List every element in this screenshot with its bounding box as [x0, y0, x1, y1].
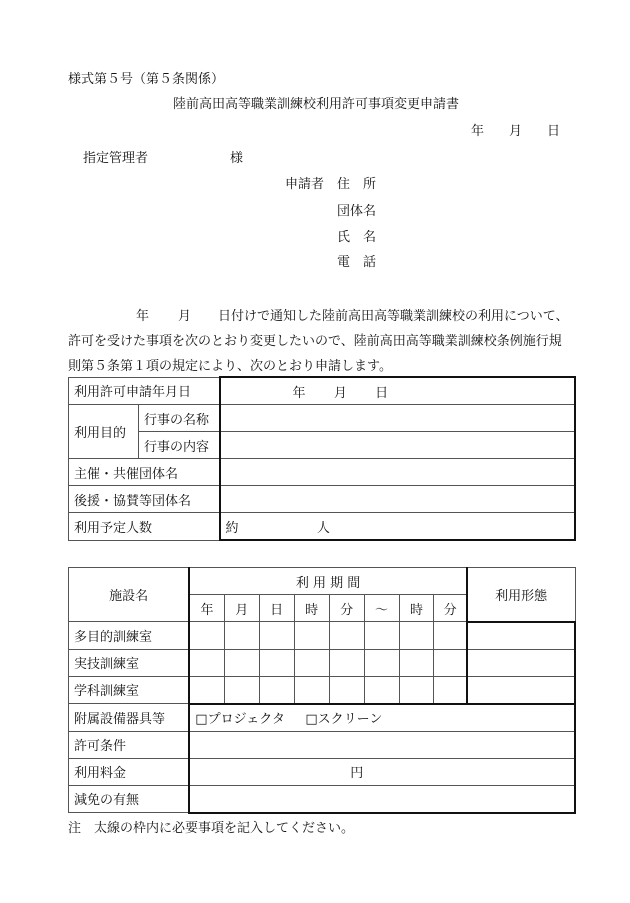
- form-number: 様式第５号（第５条関係）: [68, 72, 225, 87]
- period-cell[interactable]: [189, 649, 224, 676]
- permit-date-field[interactable]: [220, 377, 575, 405]
- event-content-label: 行事の内容: [139, 432, 220, 459]
- event-name-field[interactable]: [220, 405, 575, 432]
- period-cell[interactable]: [189, 622, 224, 650]
- period-col-tilde: ～: [364, 595, 399, 622]
- fee-field[interactable]: [189, 758, 575, 785]
- attendance-label: 利用予定人数: [69, 513, 220, 541]
- fee-label: 利用料金: [69, 758, 190, 785]
- screen-checkbox[interactable]: □スクリーン: [305, 712, 383, 727]
- period-cell[interactable]: [294, 676, 329, 704]
- equipment-label: 附属設備器具等: [69, 704, 190, 732]
- applicant-label: 申請者: [285, 177, 325, 192]
- period-col-minute: 分: [329, 595, 364, 622]
- addressee-label: 指定管理者: [83, 151, 149, 166]
- facility-table: [68, 567, 576, 814]
- period-cell[interactable]: [259, 622, 294, 650]
- period-cell[interactable]: [224, 676, 259, 704]
- period-cell[interactable]: [399, 649, 434, 676]
- facility-name: 実技訓練室: [69, 649, 190, 676]
- organizer-label: 主催・共催団体名: [69, 459, 220, 486]
- period-col-month: 月: [224, 595, 259, 622]
- body-year: 年: [136, 309, 150, 324]
- equipment-field: [189, 704, 575, 732]
- sponsor-label: 後援・協賛等団体名: [69, 486, 220, 513]
- organizer-field[interactable]: [220, 459, 575, 486]
- period-cell[interactable]: [399, 676, 434, 704]
- period-cell[interactable]: [189, 676, 224, 704]
- period-cell[interactable]: [364, 676, 399, 704]
- facility-row: [69, 676, 576, 704]
- attendance-field[interactable]: [220, 513, 575, 541]
- attendance-unit: 人: [316, 520, 330, 536]
- exemption-field[interactable]: [189, 785, 575, 813]
- period-cell[interactable]: [329, 622, 364, 650]
- period-cell[interactable]: [434, 649, 467, 676]
- usage-header: 利用形態: [467, 568, 575, 622]
- projector-checkbox[interactable]: □プロジェクタ: [195, 712, 286, 727]
- usage-cell[interactable]: [467, 676, 575, 704]
- page-title: 陸前高田高等職業訓練校利用許可事項変更申請書: [173, 97, 460, 112]
- usage-cell[interactable]: [467, 649, 575, 676]
- period-cell[interactable]: [329, 676, 364, 704]
- period-cell[interactable]: [224, 649, 259, 676]
- period-cell[interactable]: [294, 649, 329, 676]
- event-content-field[interactable]: [220, 432, 575, 459]
- period-cell[interactable]: [434, 622, 467, 650]
- usage-cell[interactable]: [467, 622, 575, 650]
- conditions-label: 許可条件: [69, 731, 190, 758]
- permit-table: [68, 376, 576, 541]
- body-month: 月: [178, 309, 192, 324]
- purpose-label: 利用目的: [69, 405, 139, 459]
- addressee-suffix: 様: [230, 151, 244, 166]
- date-month: 月: [509, 124, 523, 139]
- note-text: 注 太線の枠内に必要事項を記入してください。: [68, 821, 355, 836]
- conditions-field[interactable]: [189, 731, 575, 758]
- period-cell[interactable]: [434, 676, 467, 704]
- event-name-label: 行事の名称: [139, 405, 220, 432]
- sponsor-field[interactable]: [220, 486, 575, 513]
- period-cell[interactable]: [259, 676, 294, 704]
- applicant-name: 氏 名: [337, 230, 377, 245]
- period-cell[interactable]: [329, 649, 364, 676]
- period-col-hour: 時: [294, 595, 329, 622]
- period-cell[interactable]: [294, 622, 329, 650]
- applicant-address: 住 所: [337, 177, 377, 192]
- permit-date-year: 年: [292, 385, 306, 401]
- period-cell[interactable]: [364, 622, 399, 650]
- period-col-end-minute: 分: [434, 595, 467, 622]
- period-col-year: 年: [189, 595, 224, 622]
- date-year: 年: [471, 124, 485, 139]
- applicant-group: 団体名: [337, 204, 377, 219]
- period-cell[interactable]: [224, 622, 259, 650]
- fee-unit: 円: [350, 766, 364, 781]
- period-cell[interactable]: [399, 622, 434, 650]
- attendance-prefix: 約: [225, 520, 239, 536]
- permit-date-label: 利用許可申請年月日: [69, 377, 220, 405]
- body-line3: 則第５条第１項の規定により、次のとおり申請します。: [68, 359, 392, 374]
- period-cell[interactable]: [364, 649, 399, 676]
- facility-row: [69, 622, 576, 650]
- period-col-end-hour: 時: [399, 595, 434, 622]
- facility-row: [69, 649, 576, 676]
- permit-date-month: 月: [333, 385, 347, 401]
- exemption-label: 減免の有無: [69, 785, 190, 813]
- facility-name: 学科訓練室: [69, 676, 190, 704]
- facility-name: 多目的訓練室: [69, 622, 190, 650]
- applicant-phone: 電 話: [337, 255, 377, 270]
- date-day: 日: [547, 124, 561, 139]
- period-col-day: 日: [259, 595, 294, 622]
- facility-header: 施設名: [69, 568, 190, 622]
- body-line1: 日付けで通知した陸前高田高等職業訓練校の利用について、: [218, 309, 569, 324]
- permit-date-day: 日: [375, 385, 389, 401]
- period-header: 利 用 期 間: [189, 568, 467, 595]
- body-line2: 許可を受けた事項を次のとおり変更したいので、陸前高田高等職業訓練校条例施行規: [68, 334, 562, 349]
- period-cell[interactable]: [259, 649, 294, 676]
